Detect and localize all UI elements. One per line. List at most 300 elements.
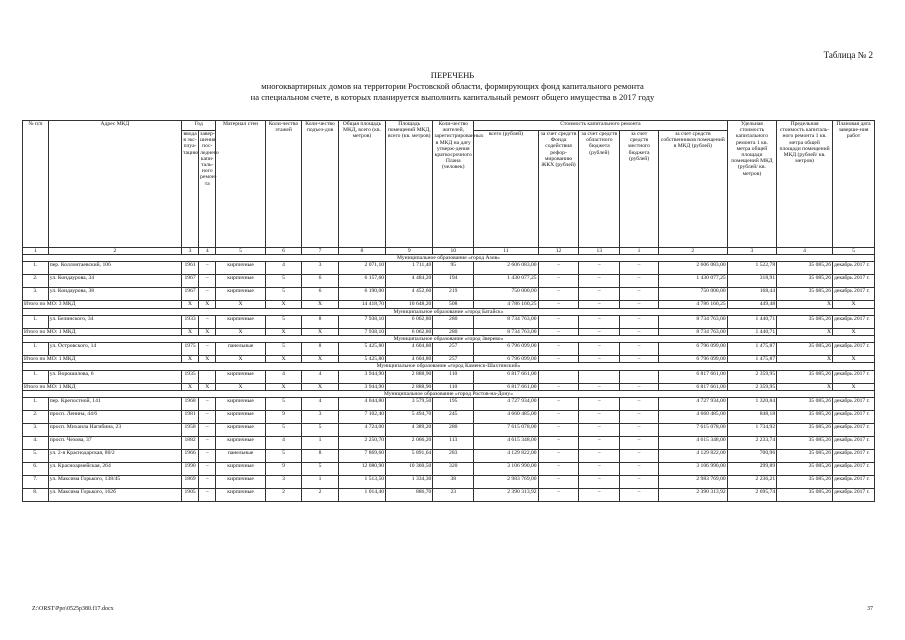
table-cell: 848,18 (727, 411, 776, 424)
table-cell: 35 085,26 (777, 411, 833, 424)
table-cell: 35 085,26 (777, 275, 833, 288)
table-cell: кирпичные (216, 262, 265, 275)
table-cell: 113 (433, 437, 474, 450)
total-cell: – (579, 383, 620, 390)
total-cell: 10 648,20 (386, 301, 433, 308)
table-cell: 700,96 (727, 450, 776, 463)
table-cell: 1 734,92 (727, 424, 776, 437)
header-unit-cost: Удельная стоимость капитального ремонта 1 кв. метра общей площади помещений МКД (рублей/ кв. метров) (727, 121, 776, 248)
table-cell: 1935 (181, 370, 198, 383)
table-cell: – (579, 411, 620, 424)
total-cell: – (538, 356, 579, 363)
table-cell: – (199, 275, 216, 288)
table-cell: 3 (302, 262, 339, 275)
table-cell: кирпичные (216, 288, 265, 301)
table-cell: – (620, 437, 659, 450)
total-cell: Х (832, 328, 874, 335)
table-cell: 2 390 313,92 (474, 489, 538, 502)
table-cell: 5 (265, 424, 302, 437)
table-cell: – (199, 288, 216, 301)
table-cell: 3 106 990,00 (658, 463, 727, 476)
table-cell: 3 106 990,00 (474, 463, 538, 476)
table-cell: 1 (302, 437, 339, 450)
total-cell: 6 817 661,00 (474, 383, 538, 390)
table-cell: 2 (265, 489, 302, 502)
total-label: Итого по МО: 1 МКД (23, 383, 182, 390)
total-cell: Х (181, 383, 198, 390)
table-cell: 2 888,90 (386, 370, 433, 383)
table-cell: 2 233,74 (727, 437, 776, 450)
table-cell: 35 085,26 (777, 476, 833, 489)
table-cell: 257 (433, 343, 474, 356)
table-cell: ул. Белинского, 34 (48, 315, 181, 328)
table-cell: 4 (265, 262, 302, 275)
table-cell: 6 (302, 288, 339, 301)
table-cell: 35 085,26 (777, 398, 833, 411)
section-title: Муниципальное образование «город Ростов-на-Дону» (23, 390, 875, 397)
total-cell: 6 796 099,00 (658, 356, 727, 363)
table-cell: 5 (265, 275, 302, 288)
total-cell: 4 786 160,25 (474, 301, 538, 308)
column-numbers-row (23, 248, 875, 255)
table-cell: 10 360,50 (386, 463, 433, 476)
table-cell: 4 044,80 (338, 398, 385, 411)
total-label: Итого по МО: 3 МКД (23, 301, 182, 308)
total-row (23, 301, 875, 308)
table-cell: – (620, 398, 659, 411)
total-cell: 2 359,95 (727, 383, 776, 390)
total-cell: – (538, 328, 579, 335)
table-cell (579, 370, 620, 383)
table-cell: 38 (433, 476, 474, 489)
table-cell: 750 000,00 (474, 288, 538, 301)
table-cell: 886,70 (386, 489, 433, 502)
table-cell: 283 (433, 450, 474, 463)
total-cell: Х (265, 301, 302, 308)
total-cell: – (538, 383, 579, 390)
table-cell: ул. Максима Горького, 162б (48, 489, 181, 502)
table-cell: 219 (433, 288, 474, 301)
total-cell: Х (832, 356, 874, 363)
header-plan-date: Плановая дата заверше-ния работ (832, 121, 874, 248)
table-cell: – (199, 489, 216, 502)
table-cell: – (620, 262, 659, 275)
table-cell: 1 320,84 (727, 398, 776, 411)
total-cell: Х (199, 328, 216, 335)
table-cell: 6 796 099,00 (474, 343, 538, 356)
document-title: ПЕРЕЧЕНЬ (430, 70, 475, 80)
table-cell: 7 615 078,00 (474, 424, 538, 437)
table-cell: – (620, 424, 659, 437)
table-cell: – (620, 411, 659, 424)
table-cell: 1 522,78 (727, 262, 776, 275)
document-subtitle-line1: многоквартирных домов на территории Ростовской области, формирующих фонд капитального ремонта (261, 81, 644, 91)
table-cell: 1967 (181, 288, 198, 301)
table-row (23, 411, 875, 424)
table-row (23, 262, 875, 275)
table-cell: 8 (302, 343, 339, 356)
table-cell: просп. Михаила Нагибина, 23 (48, 424, 181, 437)
table-number-label: Таблица № 2 (823, 50, 873, 60)
header-cost-region: за счет средств областного бюджета (рублей) (579, 131, 620, 248)
mkd-list-table (22, 120, 875, 502)
table-cell: 4. (23, 437, 49, 450)
total-cell: Х (181, 301, 198, 308)
table-cell: панельные (216, 450, 265, 463)
column-number: 1 (23, 248, 49, 255)
table-cell: 4 129 822,00 (658, 450, 727, 463)
total-cell: 8 734 763,00 (474, 328, 538, 335)
total-cell: 14 418,70 (338, 301, 385, 308)
total-cell: 508 (433, 301, 474, 308)
table-cell: ул. Кондаурова, 34 (48, 275, 181, 288)
total-cell: Х (265, 328, 302, 335)
table-cell: пер. Крепостной, 141 (48, 398, 181, 411)
total-cell: Х (181, 328, 198, 335)
section-row (23, 390, 875, 397)
table-cell: 5. (23, 450, 49, 463)
table-cell: 5 891,64 (386, 450, 433, 463)
table-cell: – (579, 398, 620, 411)
total-cell: 5 425,80 (338, 356, 385, 363)
column-number: 13 (579, 248, 620, 255)
table-cell: ул. Ворошилова, 6 (48, 370, 181, 383)
table-cell (538, 370, 579, 383)
total-cell: Х (832, 383, 874, 390)
table-cell: 2 606 083,00 (658, 262, 727, 275)
table-cell: 7 869,60 (338, 450, 385, 463)
table-cell: – (199, 450, 216, 463)
table-cell: 35 085,26 (777, 288, 833, 301)
table-cell: 195 (433, 398, 474, 411)
table-cell: 1882 (181, 437, 198, 450)
table-cell: кирпичные (216, 437, 265, 450)
table-cell: панельные (216, 343, 265, 356)
table-cell: – (579, 476, 620, 489)
header-year-last: завер-шения пос-леднего капи-таль-ного ремон-та (199, 131, 216, 248)
table-cell: 1968 (181, 398, 198, 411)
table-cell: 1 014,40 (338, 489, 385, 502)
section-row (23, 308, 875, 315)
table-cell: 4 724,00 (338, 424, 385, 437)
table-cell: 2 (302, 489, 339, 502)
total-cell: Х (265, 356, 302, 363)
total-cell: 7 938,10 (338, 328, 385, 335)
table-cell: – (579, 450, 620, 463)
table-cell: ул. Островского, 14 (48, 343, 181, 356)
table-cell: – (199, 437, 216, 450)
header-num: № п/п (23, 121, 49, 248)
section-title: Муниципальное образование «город Зверево» (23, 336, 875, 343)
header-total-area: Общая площадь МКД, всего (кв. метров) (338, 121, 385, 248)
table-cell: ул. 2-я Краснодарская, 80/2 (48, 450, 181, 463)
table-row (23, 424, 875, 437)
table-cell: – (199, 398, 216, 411)
column-number: 12 (538, 248, 579, 255)
table-cell: 1 430 077,25 (658, 275, 727, 288)
table-cell: 2 236,21 (727, 476, 776, 489)
table-cell: 5 (302, 463, 339, 476)
table-cell: декабрь 2017 г. (832, 343, 874, 356)
table-cell: 2 071,10 (338, 262, 385, 275)
header-entrances: Коли-чество подъез-дов (302, 121, 339, 248)
table-cell: декабрь 2017 г. (832, 450, 874, 463)
table-cell: 3 (265, 476, 302, 489)
table-cell: 4 389,20 (386, 424, 433, 437)
section-row (23, 336, 875, 343)
table-cell: 7 938,10 (338, 315, 385, 328)
table-cell: 4 615 348,00 (658, 437, 727, 450)
table-cell: – (199, 262, 216, 275)
table-cell: 1 440,71 (727, 315, 776, 328)
table-cell: – (538, 262, 579, 275)
header-premises-area: Площадь помещений МКД, всего (кв. метров) (386, 121, 433, 248)
table-cell: 5 (265, 315, 302, 328)
table-cell: 4 727 934,00 (474, 398, 538, 411)
table-cell: 750 000,00 (658, 288, 727, 301)
total-cell: 449,48 (727, 301, 776, 308)
table-cell: 1981 (181, 411, 198, 424)
table-cell: – (538, 424, 579, 437)
table-cell: 12 080,90 (338, 463, 385, 476)
total-cell: Х (216, 356, 265, 363)
table-body (23, 248, 875, 502)
table-cell: – (579, 463, 620, 476)
table-cell: 6 796 099,00 (658, 343, 727, 356)
total-cell: 6 796 099,00 (474, 356, 538, 363)
column-number: 9 (386, 248, 433, 255)
column-number: 11 (474, 248, 538, 255)
section-row (23, 255, 875, 262)
table-cell: – (620, 288, 659, 301)
total-cell: 257 (433, 356, 474, 363)
section-title: Муниципальное образование «город Азов» (23, 255, 875, 262)
table-cell: 7. (23, 476, 49, 489)
table-cell: просп. Чехова, 37 (48, 437, 181, 450)
table-cell: – (538, 476, 579, 489)
total-cell: Х (777, 356, 833, 363)
table-cell: 4 (265, 370, 302, 383)
table-cell: ул. Красноармейская, 264 (48, 463, 181, 476)
table-row (23, 398, 875, 411)
table-cell: 1961 (181, 262, 198, 275)
table-cell: кирпичные (216, 424, 265, 437)
table-cell: – (620, 343, 659, 356)
column-number: 3 (727, 248, 776, 255)
header-cost-fund: за счет средств Фонда содействия рефор-мированию ЖКХ (рублей) (538, 131, 579, 248)
table-cell: – (199, 476, 216, 489)
table-cell: 1. (23, 315, 49, 328)
table-cell: 2 390 313,92 (658, 489, 727, 502)
table-cell: 1 711,40 (386, 262, 433, 275)
table-cell: 2. (23, 275, 49, 288)
column-number: 2 (48, 248, 181, 255)
table-cell: 9 (265, 411, 302, 424)
table-cell: 9 (265, 463, 302, 476)
total-label: Итого по МО: 1 МКД (23, 356, 182, 363)
total-cell: Х (181, 356, 198, 363)
table-cell: 2 983 769,00 (474, 476, 538, 489)
table-row (23, 275, 875, 288)
table-cell: – (620, 489, 659, 502)
table-cell: – (620, 463, 659, 476)
table-cell: – (538, 411, 579, 424)
table-cell: 8. (23, 489, 49, 502)
table-cell: – (579, 343, 620, 356)
table-cell: 4 (302, 370, 339, 383)
table-cell: 1869 (181, 476, 198, 489)
table-cell: – (579, 288, 620, 301)
column-number: 6 (265, 248, 302, 255)
table-cell: 5 (265, 288, 302, 301)
table-cell: – (538, 398, 579, 411)
table-cell: декабрь 2017 г. (832, 315, 874, 328)
table-cell: 2 250,70 (338, 437, 385, 450)
table-cell: – (199, 424, 216, 437)
table-cell: 4 484,20 (386, 275, 433, 288)
table-cell: декабрь 2017 г. (832, 437, 874, 450)
table-cell: 2 695,74 (727, 489, 776, 502)
table-cell: декабрь 2017 г. (832, 288, 874, 301)
table-cell: 1905 (181, 489, 198, 502)
table-cell: декабрь 2017 г. (832, 411, 874, 424)
table-cell: ул. Максима Горького, 138/45 (48, 476, 181, 489)
table-cell (199, 370, 216, 383)
table-cell: 168,44 (727, 288, 776, 301)
table-cell: декабрь 2017 г. (832, 275, 874, 288)
header-cost-local: за счет средств местного бюджета (рублей) (620, 131, 659, 248)
table-cell: 5 (302, 424, 339, 437)
table-cell: 2 606 083,00 (474, 262, 538, 275)
table-cell: 3 579,50 (386, 398, 433, 411)
total-cell: Х (302, 356, 339, 363)
table-cell: 8 (302, 315, 339, 328)
total-row (23, 328, 875, 335)
table-cell: кирпичные (216, 275, 265, 288)
table-cell: декабрь 2017 г. (832, 370, 874, 383)
table-row (23, 476, 875, 489)
table-cell: 5 425,80 (338, 343, 385, 356)
column-number: 2 (658, 248, 727, 255)
table-cell: пер. Коллонтаевский, 106 (48, 262, 181, 275)
table-cell: – (199, 315, 216, 328)
table-cell: – (579, 262, 620, 275)
table-cell: – (538, 343, 579, 356)
table-cell: кирпичные (216, 315, 265, 328)
total-cell: 8 734 763,00 (658, 328, 727, 335)
total-cell: 280 (433, 328, 474, 335)
table-cell: – (620, 315, 659, 328)
table-row (23, 370, 875, 383)
table-cell: 35 085,26 (777, 450, 833, 463)
table-cell: 1 475,87 (727, 343, 776, 356)
total-cell: – (620, 356, 659, 363)
table-cell: 5 (265, 343, 302, 356)
table-cell: 1933 (181, 315, 198, 328)
table-cell: – (538, 315, 579, 328)
total-cell: Х (199, 301, 216, 308)
total-cell: Х (777, 383, 833, 390)
table-cell: – (579, 315, 620, 328)
table-cell: 299,89 (727, 463, 776, 476)
table-cell (620, 370, 659, 383)
table-row (23, 315, 875, 328)
table-cell: 6 (302, 275, 339, 288)
table-cell: 35 085,26 (777, 463, 833, 476)
total-cell: Х (302, 383, 339, 390)
table-cell: кирпичные (216, 411, 265, 424)
column-number: 8 (338, 248, 385, 255)
table-cell: 7 102,40 (338, 411, 385, 424)
table-cell: – (579, 489, 620, 502)
total-cell: Х (216, 383, 265, 390)
table-cell: 2. (23, 411, 49, 424)
table-cell: 1 (302, 476, 339, 489)
table-cell: 2 066,20 (386, 437, 433, 450)
table-cell: – (620, 275, 659, 288)
table-cell: 5 (265, 398, 302, 411)
total-cell: – (620, 328, 659, 335)
table-cell: 4 452,60 (386, 288, 433, 301)
total-cell: 4 786 160,25 (658, 301, 727, 308)
table-cell: кирпичные (216, 463, 265, 476)
table-cell: 1 513,50 (338, 476, 385, 489)
table-cell: – (538, 275, 579, 288)
page-number: 37 (867, 606, 873, 612)
table-cell: 3. (23, 288, 49, 301)
total-cell: Х (777, 301, 833, 308)
total-label: Итого по МО: 1 МКД (23, 328, 182, 335)
table-cell: ул. Кондаурова, 38 (48, 288, 181, 301)
table-cell: 4 660 485,00 (658, 411, 727, 424)
table-cell: – (579, 275, 620, 288)
table-cell: 1. (23, 370, 49, 383)
table-row (23, 288, 875, 301)
column-number: 1 (620, 248, 659, 255)
total-cell: Х (302, 301, 339, 308)
table-cell: 4 615 348,00 (474, 437, 538, 450)
table-cell: кирпичные (216, 370, 265, 383)
total-cell: 6 817 661,00 (658, 383, 727, 390)
table-cell: 1. (23, 262, 49, 275)
table-cell: декабрь 2017 г. (832, 476, 874, 489)
total-cell: 1 440,71 (727, 328, 776, 335)
table-cell: 3 (302, 411, 339, 424)
table-cell: 6 190,00 (338, 288, 385, 301)
table-cell: 1990 (181, 463, 198, 476)
header-residents: Коли-чество жителей, зарегистрированных в МКД на дату утверж-дения краткосрочного Плана (человек) (433, 121, 474, 248)
total-cell: – (620, 383, 659, 390)
table-cell: – (579, 424, 620, 437)
table-row (23, 463, 875, 476)
table-cell: 35 085,26 (777, 489, 833, 502)
table-cell: 3. (23, 424, 49, 437)
table-cell: 320 (433, 463, 474, 476)
column-number: 5 (832, 248, 874, 255)
total-cell: 1 475,87 (727, 356, 776, 363)
table-cell: 35 085,26 (777, 343, 833, 356)
table-cell: – (199, 411, 216, 424)
header-row-1 (23, 121, 875, 131)
total-cell: 110 (433, 383, 474, 390)
document-subtitle-line2: на специальном счете, в которых планируется выполнить капитальный ремонт общего имущества в 2017 году (250, 92, 655, 102)
table-cell: 1958 (181, 424, 198, 437)
total-cell: Х (302, 328, 339, 335)
column-number: 5 (216, 248, 265, 255)
table-cell: кирпичные (216, 476, 265, 489)
header-year: Год (181, 121, 215, 131)
table-cell: 23 (433, 489, 474, 502)
